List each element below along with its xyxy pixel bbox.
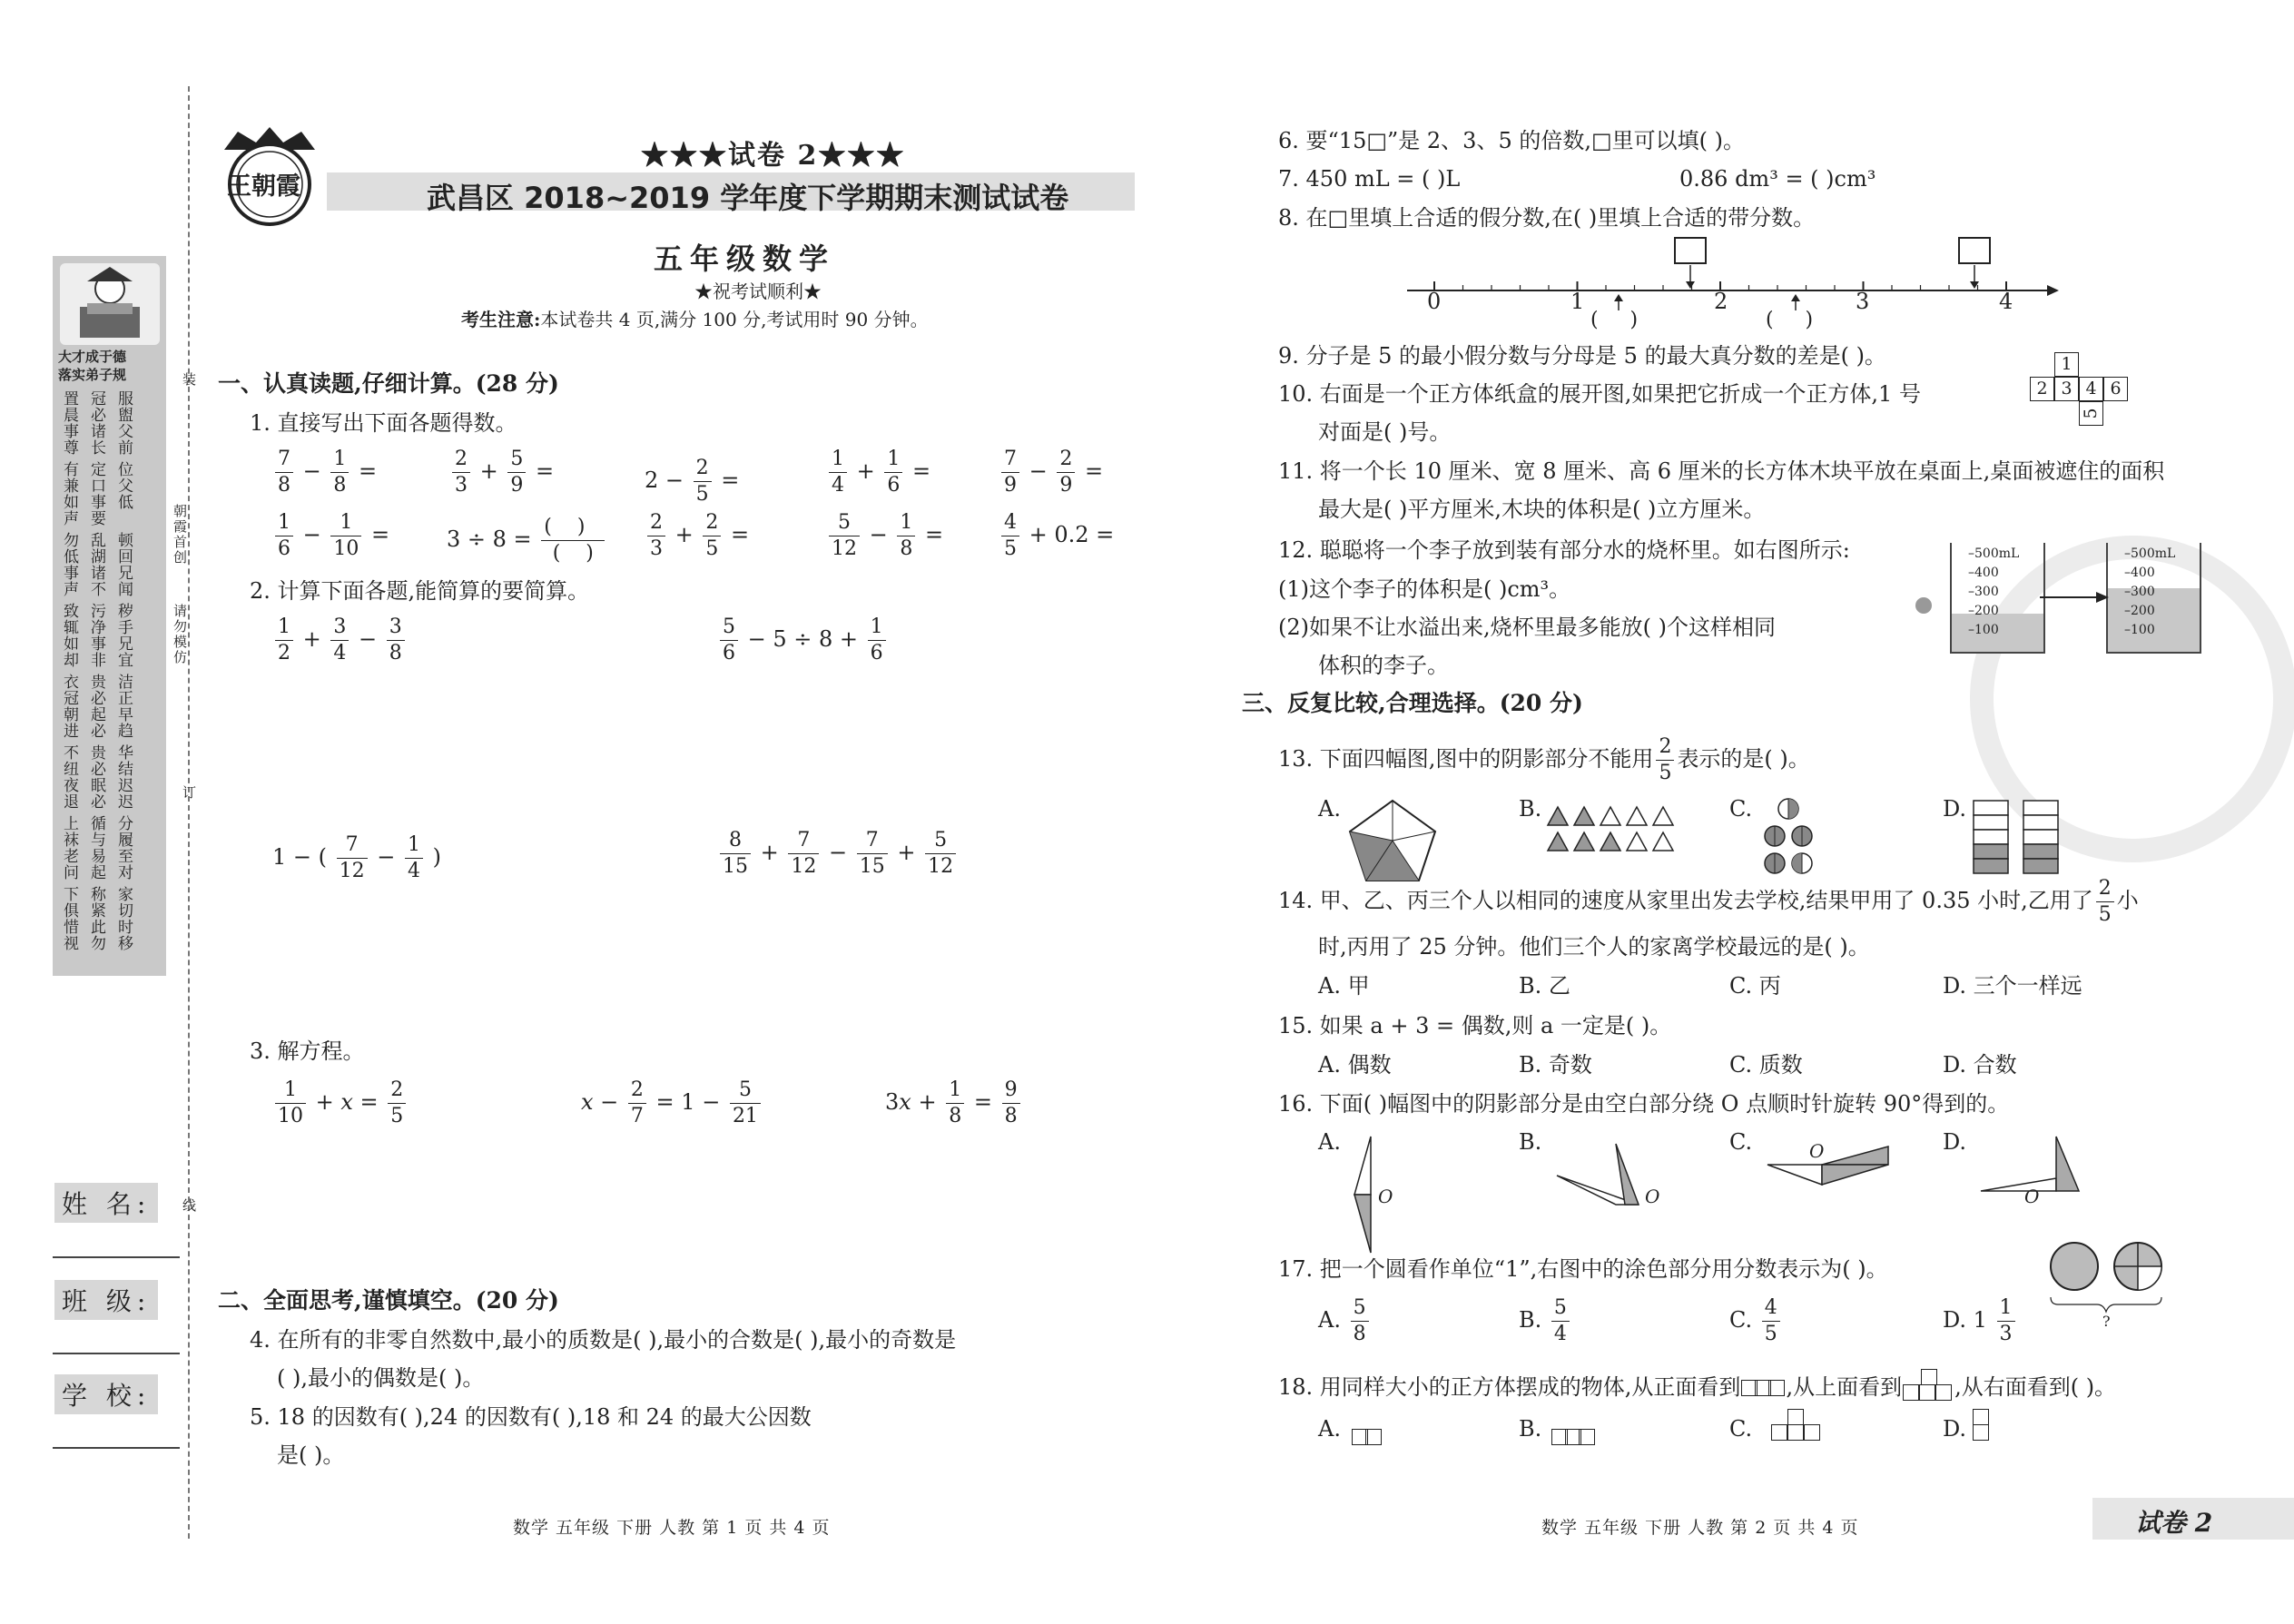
q13-stem: 13. 下面四幅图,图中的阴影部分不能用 $\frac{2}{5}$ 表示的是( )。 [1278, 735, 1810, 784]
poem-column: 污净事非 [87, 603, 105, 668]
q2-stem: 2. 计算下面各题,能简算的要简算。 [250, 578, 590, 604]
simplify-1: $\frac{1}{2}$ + $\frac{3}{4}$ − $\frac{3}{8}$ [272, 617, 408, 664]
q18-option-d-letter[interactable]: D. [1943, 1416, 1967, 1442]
bar-segment [1974, 815, 2008, 830]
logo-text: 王朝霞 [227, 172, 300, 201]
bar-segment [1974, 844, 2008, 859]
q13-option-c-letter[interactable]: C. [1729, 796, 1753, 822]
q11-line-2: 最大是( )平方厘米,木块的体积是( )立方厘米。 [1318, 497, 1766, 522]
poem-column: 循与易起 [87, 815, 105, 881]
bar-segment [2023, 844, 2058, 859]
exam-title: 武昌区 2018~2019 学年度下学期期末测试试卷 [427, 181, 1069, 215]
triangle-shape [1600, 832, 1620, 851]
q10-line-2: 对面是( )号。 [1318, 419, 1452, 445]
q16-a-point-o: O [1378, 1186, 1393, 1207]
binding-cut-line [188, 86, 190, 1539]
q18-option-a-letter[interactable]: A. [1318, 1416, 1341, 1442]
triangle-shape [1600, 807, 1620, 825]
cut-mark-zhuang: 装 [181, 372, 197, 388]
equation-2: x − $\frac{2}{7}$ = 1 − $\frac{5}{21}$ [581, 1080, 763, 1127]
beaker-mark: –400 [1968, 566, 1999, 580]
sidebar-note-1: 朝霞首创 [172, 504, 188, 566]
poem-column: 致辄如却 [60, 603, 78, 668]
q14-option-a[interactable]: A. 甲 [1318, 973, 1370, 999]
name-label: 姓 名: [54, 1183, 158, 1223]
q12-stem: 12. 聪聪将一个李子放到装有部分水的烧杯里。如右图所示: [1278, 537, 1850, 563]
poem-column: 位父低 [114, 461, 133, 510]
poem-column: 冠必诸长 [87, 390, 105, 456]
poem-column: 衣冠朝进 [60, 674, 78, 739]
q3-stem: 3. 解方程。 [250, 1038, 365, 1064]
poem-column: 称紧此勿 [87, 886, 105, 951]
bar-segment [1974, 830, 2008, 844]
bar-segment [1974, 859, 2008, 873]
sidebar-note-2: 请勿模仿 [172, 604, 188, 665]
q7-a: 7. 450 mL = ( )L [1278, 166, 1461, 192]
cut-mark-ding: 订 [181, 785, 197, 801]
q16-c-point-o: O [1809, 1140, 1825, 1162]
beaker-mark: –300 [2124, 585, 2155, 599]
q12-part-3: 体积的李子。 [1318, 653, 1449, 678]
q18-figure-c [1770, 1409, 1823, 1442]
calc-2: $\frac{2}{3}$ + $\frac{5}{9}$ = [449, 449, 554, 496]
plum-icon [1915, 597, 1932, 614]
q17-question-mark: ? [2102, 1313, 2111, 1330]
poem-column: 勿低事声 [60, 532, 78, 597]
q16-option-b-letter[interactable]: B. [1519, 1129, 1542, 1155]
q16-option-a-letter[interactable]: A. [1318, 1129, 1341, 1155]
beaker-mark: –500mL [1968, 546, 2020, 561]
triangle-shape [1548, 832, 1568, 851]
equation-1: $\frac{1}{10}$ + x = $\frac{2}{5}$ [272, 1080, 409, 1127]
calc-7: 3 ÷ 8 = $\frac{( )}{( )}$ [447, 517, 607, 564]
sidebar-caption-1: 大才成于德 [58, 349, 127, 365]
q15-option-c[interactable]: C. 质数 [1729, 1052, 1803, 1078]
poem-column: 秽手兄宜 [114, 603, 133, 668]
nl-label-0: 0 [1427, 289, 1442, 314]
section-2-heading: 二、全面思考,谨慎填空。(20 分) [218, 1287, 559, 1314]
q13-bars [1972, 799, 2063, 875]
q13-option-a-letter[interactable]: A. [1318, 796, 1341, 822]
q18-option-b-letter[interactable]: B. [1519, 1416, 1542, 1442]
bar-segment [2023, 859, 2058, 873]
beaker-after-scale [2124, 545, 2175, 640]
q12-part-2: (2)如果不让水溢出来,烧杯里最多能放( )个这样相同 [1278, 615, 1776, 640]
simplify-3: 1 − ( $\frac{7}{12}$ − $\frac{1}{4}$ ) [272, 833, 442, 882]
poem-column: 乱湖诸不 [87, 532, 105, 597]
poem-column: 华结迟迟 [114, 744, 133, 810]
triangle-shape [1653, 832, 1673, 851]
q17-option[interactable]: D. 1 $\frac{1}{3}$ [1943, 1298, 2018, 1344]
calc-9: $\frac{5}{12}$ − $\frac{1}{8}$ = [826, 513, 943, 559]
nl-label-1: 1 [1570, 289, 1585, 314]
q15-option-d[interactable]: D. 合数 [1943, 1052, 2017, 1078]
poem-column: 顿回兄闻 [114, 532, 133, 597]
arrow-icon [2038, 590, 2111, 605]
page-2-footer: 数学 五年级 下册 人教 第 2 页 共 4 页 [1541, 1518, 1859, 1538]
exam-banner: ★★★试卷 2★★★ [641, 140, 906, 172]
school-line[interactable] [53, 1447, 180, 1449]
beaker-before-scale [1968, 545, 2019, 640]
triangle-shape [1627, 832, 1647, 851]
triangle-shape [1574, 807, 1594, 825]
poem-column: 家切时移 [114, 886, 133, 951]
school-label: 学 校: [54, 1374, 158, 1414]
triangle-shape [1548, 807, 1568, 825]
poem-column: 不纽夜退 [60, 744, 78, 810]
q9: 9. 分子是 5 的最小假分数与分母是 5 的最大真分数的差是( )。 [1278, 343, 1886, 369]
q4-line-1: 4. 在所有的非零自然数中,最小的质数是( ),最小的合数是( ),最小的奇数是 [250, 1327, 957, 1353]
q14-option-c[interactable]: C. 丙 [1729, 973, 1781, 999]
q16-b-point-o: O [1645, 1186, 1660, 1207]
calc-3: 2 − $\frac{2}{5}$ = [645, 457, 740, 506]
class-label: 班 级: [54, 1280, 158, 1320]
poem-column: 洁正早趋 [114, 674, 133, 739]
beaker-mark: –100 [1968, 623, 1999, 637]
q13-pentagon [1347, 799, 1438, 882]
q14-line-2: 时,丙用了 25 分钟。他们三个人的家离学校最远的是( )。 [1318, 934, 1870, 960]
q18-stem: 18. 用同样大小的正方体摆成的物体,从正面看到 ,从上面看到 ,从右面看到( )。 [1278, 1369, 2116, 1403]
beaker-mark: –500mL [2124, 546, 2176, 561]
subject-title: 五年级数学 [654, 241, 836, 276]
number-line [1398, 234, 2061, 334]
q18-figure-d [1972, 1409, 1992, 1445]
name-line[interactable] [53, 1256, 180, 1258]
q16-d-point-o: O [2024, 1186, 2040, 1207]
q15-option-b[interactable]: B. 奇数 [1519, 1052, 1592, 1078]
poem-column: 贵必眠必 [87, 744, 105, 810]
nl-label-2: 2 [1714, 289, 1728, 314]
q11-line-1: 11. 将一个长 10 厘米、宽 8 厘米、高 6 厘米的长方体木块平放在桌面上,桌面被遮住的面积 [1278, 458, 2165, 484]
q16-option-c-letter[interactable]: C. [1729, 1129, 1753, 1155]
calc-5: $\frac{7}{9}$ − $\frac{2}{9}$ = [999, 449, 1103, 496]
q16-option-d-letter[interactable]: D. [1943, 1129, 1967, 1155]
section-1-heading: 一、认真读题,仔细计算。(28 分) [218, 370, 559, 397]
section-3-heading: 三、反复比较,合理选择。(20 分) [1242, 690, 1583, 716]
poem-column: 上袜老问 [60, 815, 78, 881]
q13-option-b-letter[interactable]: B. [1519, 796, 1542, 822]
q18-figure-b [1551, 1423, 1596, 1449]
bar-segment [2023, 815, 2058, 830]
poem-column: 定口事要 [87, 461, 105, 527]
beaker-mark: –400 [2124, 566, 2155, 580]
class-line[interactable] [53, 1353, 180, 1354]
cut-mark-xian: 线 [181, 1198, 197, 1214]
q14-line-1: 14. 甲、乙、丙三个人以相同的速度从家里出发去学校,结果甲用了 0.35 小时,乙用了 $\frac{2}{5}$ 小 [1278, 877, 2139, 926]
notice-line: 考生注意:本试卷共 4 页,满分 100 分,考试用时 90 分钟。 [461, 309, 929, 330]
bar-segment [2023, 830, 2058, 844]
wish-text: ★祝考试顺利★ [694, 281, 822, 302]
triangle-shape [1574, 832, 1594, 851]
q8: 8. 在□里填上合适的假分数,在( )里填上合适的带分数。 [1278, 205, 1816, 231]
poem-column: 有兼如声 [60, 461, 78, 527]
q7-b: 0.86 dm³ = ( )cm³ [1679, 166, 1876, 192]
poem-column: 下俱惜视 [60, 886, 78, 951]
nl-label-4: 4 [1999, 289, 2013, 314]
calc-4: $\frac{1}{4}$ + $\frac{1}{6}$ = [826, 449, 930, 496]
q4-line-2: ( ),最小的偶数是( )。 [277, 1365, 485, 1391]
q16-figure-b [1552, 1139, 1652, 1212]
bar-segment [2023, 801, 2058, 815]
calc-1: $\frac{7}{8}$ − $\frac{1}{8}$ = [272, 449, 377, 496]
q17-stem: 17. 把一个圆看作单位“1”,右图中的涂色部分用分数表示为( )。 [1278, 1256, 1888, 1282]
q5-line-2: 是( )。 [277, 1442, 345, 1468]
q18-figure-a [1351, 1423, 1383, 1449]
sidebar-caption-2: 落实弟子规 [58, 367, 127, 383]
triangle-shape [1627, 807, 1647, 825]
calc-6: $\frac{1}{6}$ − $\frac{1}{10}$ = [272, 513, 389, 559]
poem-column: 贵必起必 [87, 674, 105, 739]
q15-option-a[interactable]: A. 偶数 [1318, 1052, 1392, 1078]
beaker-mark: –200 [2124, 604, 2155, 618]
calc-8: $\frac{2}{3}$ + $\frac{2}{5}$ = [645, 513, 749, 559]
q10-line-1: 10. 右面是一个正方体纸盒的展开图,如果把它折成一个正方体,1 号 [1278, 381, 1921, 407]
q16-stem: 16. 下面( )幅图中的阴影部分是由空白部分绕 O 点顺时针旋转 90°得到的。 [1278, 1091, 2010, 1117]
q17-option[interactable]: B. $\frac{5}{4}$ [1519, 1298, 1572, 1344]
beaker-mark: –200 [1968, 604, 1999, 618]
corner-label: 试卷 2 [2135, 1508, 2213, 1538]
beaker-mark: –300 [1968, 585, 1999, 599]
simplify-2: $\frac{5}{6}$ − 5 ÷ 8 + $\frac{1}{6}$ [717, 617, 889, 664]
q13-circles [1761, 797, 1816, 877]
q16-figure-c [1766, 1139, 1893, 1194]
scholar-illustration [60, 263, 160, 345]
q13-triangles [1546, 803, 1682, 854]
nl-paren-2: ( ) [1766, 309, 1814, 331]
bar-segment [1974, 801, 2008, 815]
q15-stem: 15. 如果 a + 3 = 偶数,则 a 一定是( )。 [1278, 1013, 1672, 1038]
cube-net: 1 2 3 4 6 5 [2029, 352, 2129, 427]
q13-option-d-letter[interactable]: D. [1943, 796, 1967, 822]
q14-option-b[interactable]: B. 乙 [1519, 973, 1570, 999]
nl-paren-1: ( ) [1590, 309, 1639, 331]
q5-line-1: 5. 18 的因数有( ),24 的因数有( ),18 和 24 的最大公因数 [250, 1404, 812, 1430]
beaker-mark: –100 [2124, 623, 2155, 637]
triangle-shape [1653, 807, 1673, 825]
q18-option-c-letter[interactable]: C. [1729, 1416, 1753, 1442]
calc-10: $\frac{4}{5}$ + 0.2 = [999, 513, 1114, 559]
page-1-footer: 数学 五年级 下册 人教 第 1 页 共 4 页 [513, 1518, 831, 1538]
q17-option[interactable]: A. $\frac{5}{8}$ [1318, 1298, 1372, 1344]
q1-stem: 1. 直接写出下面各题得数。 [250, 410, 517, 436]
poem-column: 服盥父前 [114, 390, 133, 456]
nl-label-3: 3 [1856, 289, 1870, 314]
q17-option[interactable]: C. $\frac{4}{5}$ [1729, 1298, 1783, 1344]
simplify-4: $\frac{8}{15}$ + $\frac{7}{12}$ − $\frac{7}{15}$ + $\frac{5}{12}$ [717, 831, 959, 877]
brand-logo [211, 123, 329, 231]
q14-option-d[interactable]: D. 三个一样远 [1943, 973, 2082, 999]
poem-column: 分履至对 [114, 815, 133, 881]
equation-3: 3x + $\frac{1}{8}$ = $\frac{9}{8}$ [885, 1080, 1023, 1127]
q12-part-1: (1)这个李子的体积是( )cm³。 [1278, 576, 1571, 602]
q6: 6. 要“15□”是 2、3、5 的倍数,□里可以填( )。 [1278, 128, 1746, 153]
poem-column: 置晨事尊 [60, 390, 78, 456]
